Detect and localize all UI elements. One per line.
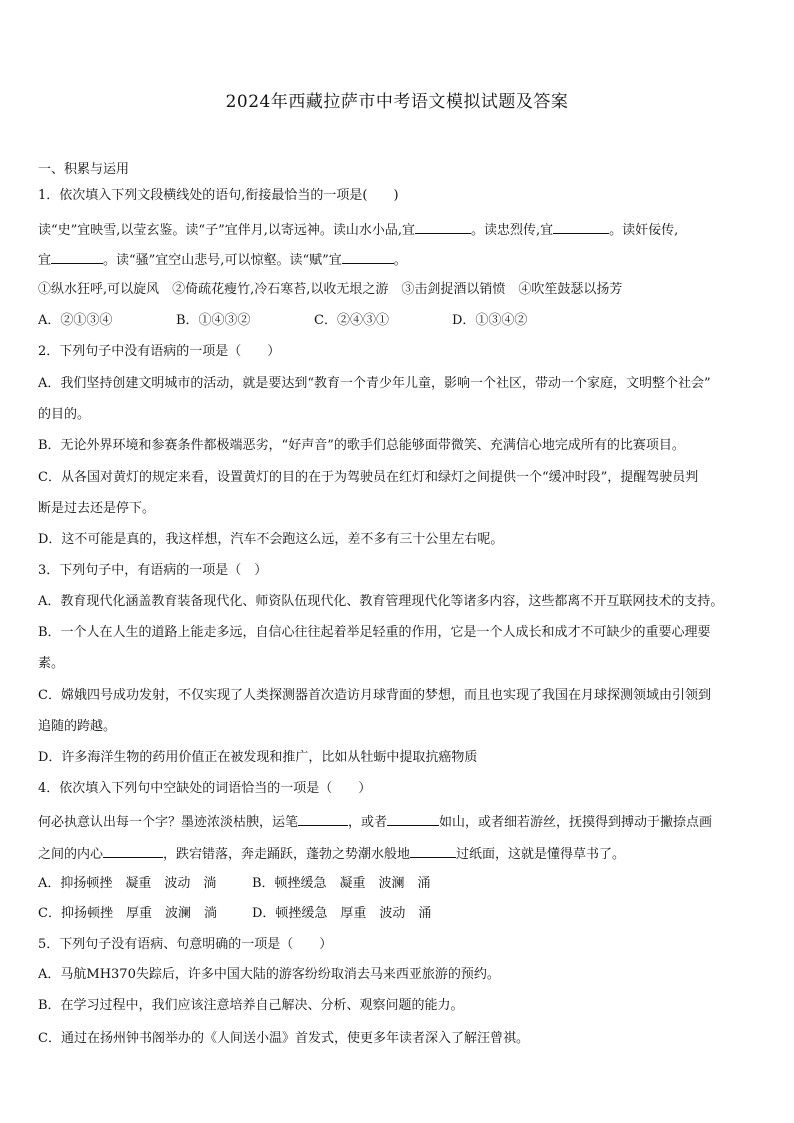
option-b: B．顿挫缓急 凝重 波澜 涌	[252, 876, 431, 891]
question-2-option-a-line-1: A．我们坚持创建文明城市的活动，就是要达到“教育一个青少年儿童，影响一个社区，带动一个家庭，文明整个社会”	[38, 376, 711, 391]
question-1-passage-line-1	[38, 221, 678, 239]
question-3-option-c-line-2: 追随的跨越。	[38, 719, 117, 734]
passage-text: 。读忠烈传,宜	[470, 223, 554, 238]
option-b: B．①④③②	[176, 313, 251, 328]
question-1-options	[38, 313, 527, 329]
question-5-option-b: B．在学习过程中，我们应该注意培养自己解决、分析、观察问题的能力。	[38, 998, 464, 1013]
option-a: A．抑扬顿挫 凝重 波动 淌	[38, 876, 217, 891]
passage-text: ，或者	[348, 815, 388, 830]
question-4-passage-line-2	[38, 845, 625, 863]
passage-text: 宜	[38, 253, 52, 268]
question-4-options-row-2	[38, 906, 431, 922]
passage-text: 何必执意认出每一个字？墨迹浓淡枯腴，运笔	[38, 815, 299, 830]
question-2-option-c-line-1: C．从各国对黄灯的规定来看，设置黄灯的目的在于为驾驶员在红灯和绿灯之间提供一个“缓冲时段”，提醒驾驶员判	[38, 470, 699, 485]
question-2-stem: 2．下列句子中没有语病的一项是（ ）	[38, 344, 281, 359]
passage-text: 。读“骚”宜空山悲号,可以惊壑。读“赋”宜	[103, 253, 342, 268]
passage-text: 如山，或者细若游丝，抚摸得到搏动于撇捺点画	[439, 815, 713, 830]
question-5-stem: 5．下列句子没有语病、句意明确的一项是（ ）	[38, 937, 333, 952]
question-5-option-c: C．通过在扬州钟书阁举办的《人间送小温》首发式，使更多年读者深入了解汪曾祺。	[38, 1031, 529, 1046]
question-1-stem: 1．依次填入下列文段横线处的语句,衔接最恰当的一项是( )	[38, 188, 399, 203]
option-a: A．②①③④	[38, 313, 113, 328]
passage-text: 。读奸佞传,	[609, 223, 679, 238]
passage-text: 之间的内心	[38, 847, 104, 862]
option-d: D．①③④②	[452, 313, 528, 328]
fill-blank	[103, 845, 163, 858]
option-d: D．顿挫缓急 厚重 波动 涌	[252, 906, 432, 921]
question-2-option-b: B．无论外界环境和参赛条件都极端恶劣，“好声音”的歌手们总能够面带微笑、充满信心地完成所有的比赛项目。	[38, 438, 685, 453]
fill-blank	[387, 813, 439, 826]
option-c: C．抑扬顿挫 厚重 波澜 淌	[38, 906, 217, 921]
passage-text: 。	[393, 253, 407, 268]
option-c: C．②④③①	[314, 313, 389, 328]
fill-blank	[415, 221, 471, 234]
question-3-stem: 3．下列句子中，有语病的一项是（ ）	[38, 563, 268, 578]
passage-text: 过纸面，这就是懂得草书了。	[456, 847, 626, 862]
question-3-option-c-line-1: C．嫦娥四号成功发射，不仅实现了人类探测器首次造访月球背面的梦想，而且也实现了我国在月球探测领域由引领到	[38, 688, 711, 703]
question-3-option-b-line-1: B．一个人在人生的道路上能走多远，自信心往往起着举足轻重的作用，它是一个人成长和成才不可缺少的重要心理要	[38, 625, 711, 640]
question-3-option-a: A．教育现代化涵盖教育装备现代化、师资队伍现代化、教育管理现代化等诸多内容，这些都离不开互联网技术的支持。	[38, 594, 724, 609]
question-5-option-a: A．马航MH370失踪后，许多中国大陆的游客纷纷取消去马来西亚旅游的预约。	[38, 967, 500, 982]
question-4-options-row-1	[38, 876, 431, 892]
question-4-stem: 4．依次填入下列句中空缺处的词语恰当的一项是（ ）	[38, 781, 372, 796]
question-3-option-d: D．许多海洋生物的药用价值正在被发现和推广，比如从牡蛎中提取抗癌物质	[38, 750, 478, 765]
fill-blank	[553, 221, 609, 234]
section-heading: 一、积累与运用	[38, 162, 130, 177]
fill-blank	[410, 845, 456, 858]
question-2-option-a-line-2: 的目的。	[38, 407, 91, 422]
fill-blank	[298, 813, 348, 826]
fill-blank	[51, 251, 103, 264]
question-2-option-c-line-2: 断是过去还是停下。	[38, 501, 156, 516]
question-4-passage-line-1	[38, 813, 712, 831]
fill-blank	[342, 251, 394, 264]
question-3-option-b-line-2: 素。	[38, 656, 65, 671]
page-title: 2024年西藏拉萨市中考语文模拟试题及答案	[225, 92, 569, 112]
passage-text: 读“史”宜映雪,以莹玄鉴。读“子”宜伴月,以寄远神。读山水小品,宜	[38, 223, 415, 238]
passage-text: ，跌宕错落，奔走踊跃，蓬勃之势潮水般地	[163, 847, 411, 862]
question-1-items: ①纵水狂呼,可以旋风 ②倚疏花瘦竹,冷石寒苔,以收无垠之游 ③击剑捉酒以销愤 ④吹笙鼓瑟以扬芳	[38, 282, 623, 297]
question-1-passage-line-2	[38, 251, 407, 269]
question-2-option-d: D．这不可能是真的，我这样想，汽车不会跑这么远，差不多有三十公里左右呢。	[38, 532, 504, 547]
